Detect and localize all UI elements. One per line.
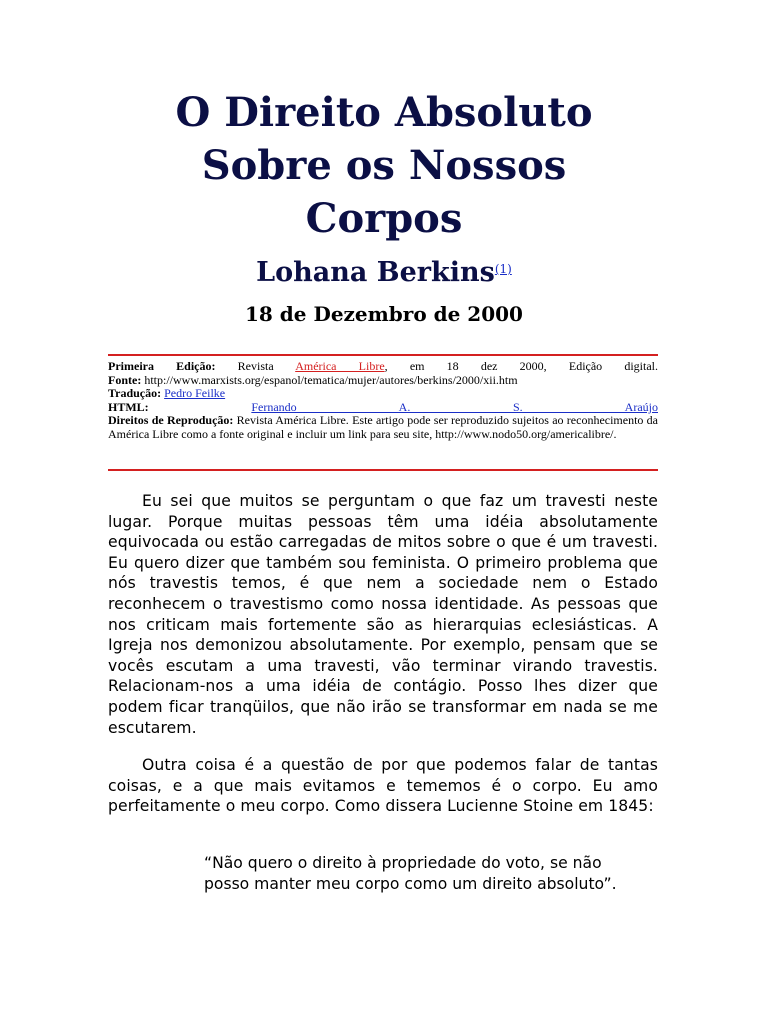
title-line-1: O Direito Absoluto [175,89,593,136]
author-name: Lohana Berkins [256,257,495,288]
metadata-block [108,360,658,442]
rights-row: Direitos de Reprodução: Revista América Libre. Este artigo pode ser reproduzido sujeitos ao reconhecimento da América Libre como a fonte original e incluir um link para seu site, http://www.nodo50.org/americalibre/. [108,413,659,441]
author-line [0,252,768,290]
blockquote: “Não quero o direito à propriedade do voto, se não posso manter meu corpo como um direito absoluto”. [204,854,617,893]
publication-date: 18 de Dezembro de 2000 [245,302,523,326]
html-author-link[interactable]: Fernando A. S. Araújo [251,399,658,414]
america-libre-link[interactable]: América Libre [295,359,385,373]
first-edition-row: Primeira Edição: Revista América Libre, em 18 dez 2000, Edição digital. [108,359,659,373]
html-row: HTML: Fernando A. S. Araújo [108,399,658,414]
document-title [0,86,768,245]
translator-link[interactable]: Pedro Feilke [164,386,226,401]
bottom-divider [108,469,658,471]
title-line-2: Sobre os Nossos [201,142,567,189]
author-footnote-link[interactable]: (1) [494,262,512,276]
translation-row: Tradução: Pedro Feilke [108,386,226,401]
title-line-3: Corpos [305,195,463,242]
paragraph-2: Outra coisa é a questão de por que podemos falar de tantas coisas, e a que mais evitamos e tememos é o corpo. Eu amo perfeitamente o meu corpo. Como dissera Lucienne Stoine em 1845: [108,756,658,816]
paragraph-1: Eu sei que muitos se perguntam o que faz um travesti neste lugar. Porque muitas pessoas têm uma idéia absolutamente equivocada ou estão carregadas de mitos sobre o que é um travesti. Eu quero dizer que também sou feminista. O primeiro problema que nós travestis temos, é que nem a sociedade nem o Estado reconhecem o travestismo como nossa identidade. As pessoas que nos criticam mais fortemente são as hierarquias eclesiásticas. A Igreja nos demonizou absolutamente. Por exemplo, pensam que se vocês escutam a uma travesti, vão terminar virando travestis. Relacionam-nos a uma idéia de contágio. Posso lhes dizer que podem ficar tranqüilos, que não irão se transformar em nada se me escutarem. [108,492,658,737]
source-row: Fonte: http://www.marxists.org/espanol/tematica/mujer/autores/berkins/2000/xii.htm [108,372,518,387]
top-divider [108,354,658,356]
